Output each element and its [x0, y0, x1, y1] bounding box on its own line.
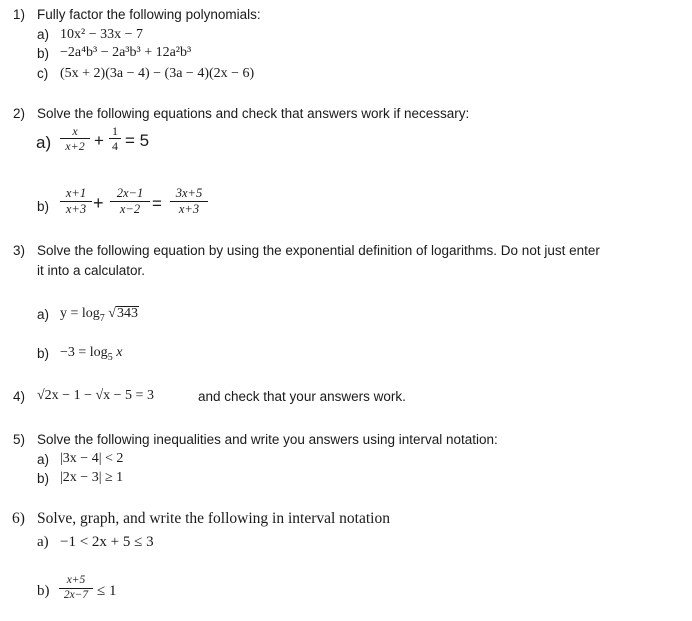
q2a-fraction-1 [60, 125, 90, 152]
q6b-rhs: ≤ 1 [97, 583, 117, 599]
q2a-fraction-1-numerator: x [72, 124, 78, 138]
q3a-log-base: 7 [99, 312, 105, 324]
q2b-equals: = [152, 194, 162, 213]
q3b-prefix: −3 = log [60, 345, 108, 360]
q1-prompt: Fully factor the following polynomials: [37, 7, 261, 22]
q2b-fraction-2-denominator: x−2 [119, 201, 141, 216]
q3a-label: a) [37, 307, 50, 322]
q3b-argument: x [116, 345, 123, 360]
q5a-label: a) [37, 452, 50, 467]
q2b-fraction-2-numerator: 2x−1 [116, 186, 144, 200]
q5-prompt: Solve the following inequalities and write you answers using interval notation: [37, 432, 498, 447]
q3a-radicand: 343 [116, 306, 138, 321]
q2a-fraction-1-denominator: x+2 [65, 139, 85, 153]
q2b-fraction-3 [170, 187, 208, 215]
q2b-plus: + [93, 193, 104, 213]
q3b-label: b) [37, 346, 50, 361]
q2a-fraction-2 [109, 125, 121, 152]
q3-number: 3) [13, 243, 26, 258]
q4-equation: √2x − 1 − √x − 5 = 3 [37, 388, 154, 403]
q1a-expression: 10x² − 33x − 7 [60, 27, 143, 42]
q2-prompt: Solve the following equations and check that answers work if necessary: [37, 106, 470, 121]
q2-number: 2) [13, 106, 26, 121]
q4-instruction: and check that your answers work. [198, 389, 406, 404]
q6b-label: b) [37, 583, 50, 599]
q6a-expression: −1 < 2x + 5 ≤ 3 [60, 534, 154, 550]
q2a-label: a) [36, 133, 52, 152]
q2b-fraction-2 [110, 187, 150, 215]
q2b-label: b) [37, 199, 50, 214]
q5b-label: b) [37, 471, 50, 486]
q2b-fraction-1 [60, 187, 92, 215]
q3-prompt-line-2: it into a calculator. [37, 263, 146, 278]
q6-number: 6) [12, 510, 25, 527]
q2b-fraction-1-numerator: x+1 [65, 186, 87, 200]
q2a-plus: + [94, 131, 104, 150]
q2b-fraction-1-denominator: x+3 [65, 201, 87, 216]
q6b-fraction-denominator: 2x−7 [63, 588, 89, 601]
q5-number: 5) [13, 432, 26, 447]
q3b-log-base: 5 [107, 351, 113, 363]
q3-prompt-line-1: Solve the following equation by using the exponential definition of logarithms. Do not just enter [37, 243, 600, 258]
q2a-rhs: = 5 [125, 131, 150, 150]
q2b-fraction-3-numerator: 3x+5 [175, 186, 203, 200]
q1c-label: c) [37, 66, 49, 81]
q6a-label: a) [37, 534, 49, 550]
q2a-fraction-2-denominator: 4 [112, 139, 118, 153]
q5a-expression: |3x − 4| < 2 [60, 451, 124, 466]
q6-prompt: Solve, graph, and write the following in interval notation [37, 510, 390, 527]
q1b-label: b) [37, 46, 50, 61]
q3b-expression [60, 345, 122, 363]
q1b-expression: −2a⁴b³ − 2a³b³ + 12a²b³ [60, 45, 192, 60]
q2b-fraction-3-denominator: x+3 [178, 201, 200, 216]
q3a-expression [60, 306, 139, 324]
q1a-label: a) [37, 27, 50, 42]
q1c-expression: (5x + 2)(3a − 4) − (3a − 4)(2x − 6) [60, 66, 255, 81]
q6b-fraction-numerator: x+5 [66, 574, 86, 586]
q6b-fraction [59, 575, 93, 601]
q3a-radical-sign: √ [108, 306, 116, 321]
q3a-prefix: y = log [60, 306, 100, 321]
q1-number: 1) [13, 7, 26, 22]
q5b-expression: |2x − 3| ≥ 1 [60, 470, 124, 485]
q4-number: 4) [13, 389, 26, 404]
q2a-fraction-2-numerator: 1 [112, 124, 118, 138]
